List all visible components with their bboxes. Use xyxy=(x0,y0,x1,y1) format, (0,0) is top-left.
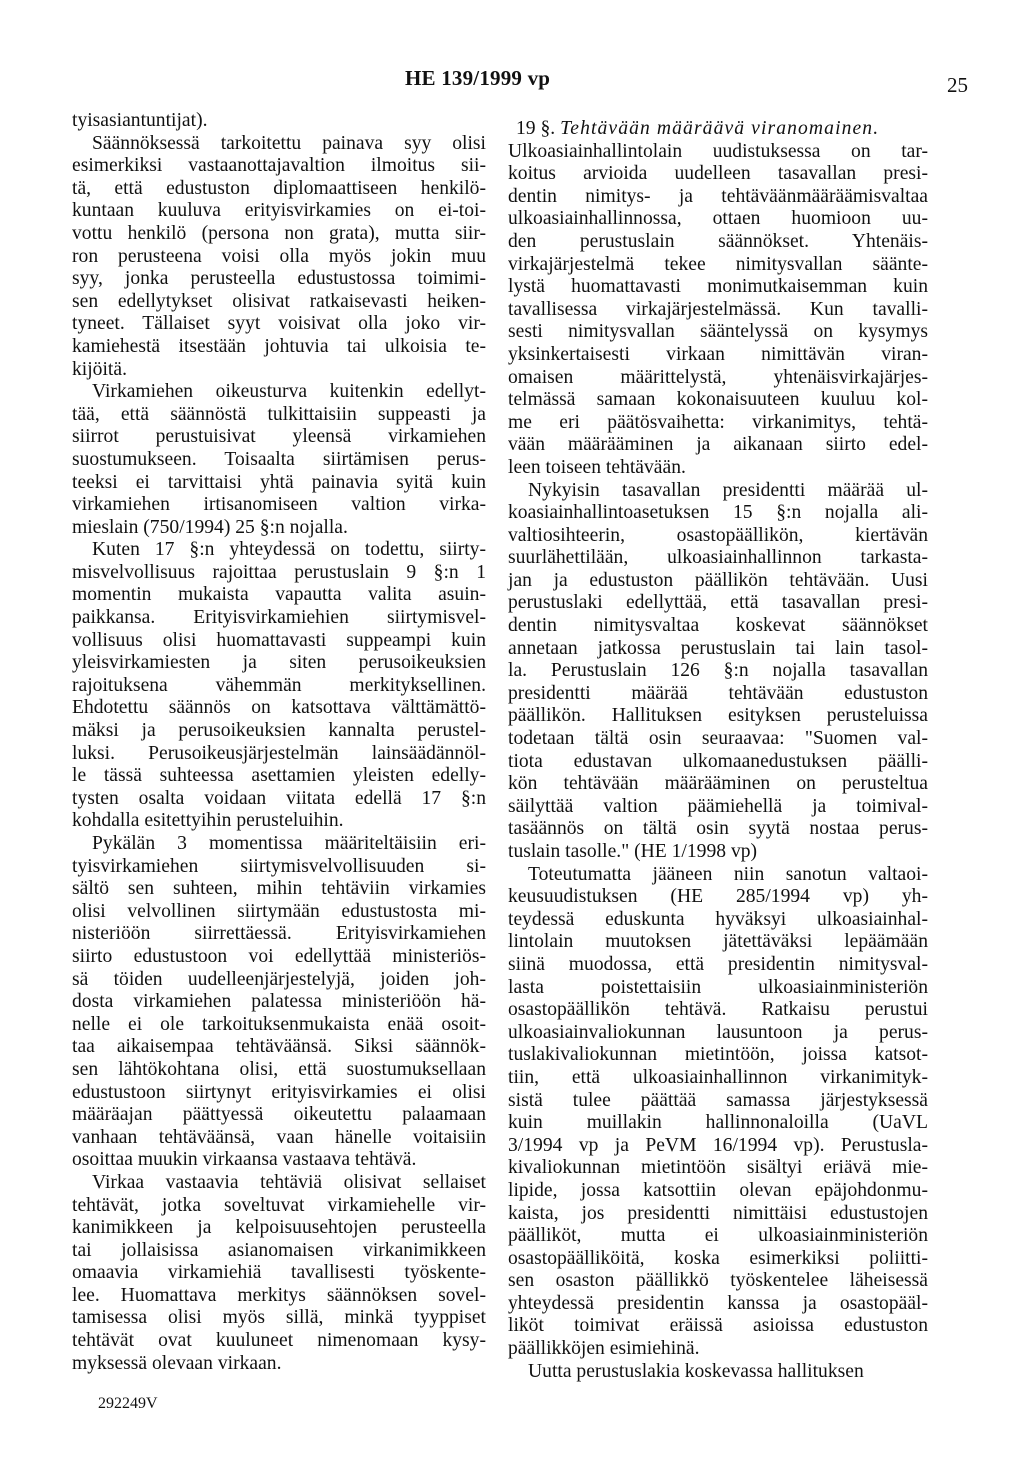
text-line: mieslain (750/1994) 25 §:n nojalla. xyxy=(72,516,348,538)
section-title: Tehtävään määräävä viranomainen. xyxy=(560,118,880,139)
text-line: tehtävät, jotka soveltuvat virkamiehelle vir- xyxy=(72,1194,486,1216)
text-line: yksinkertaisesti virkaan nimittävän viran- xyxy=(508,343,928,365)
text-line: osastopäälliköitä, koska esimerkiksi poliitti- xyxy=(508,1247,928,1269)
text-line: yleisvirkamiesten ja siten perusoikeuksien xyxy=(72,652,486,674)
text-line: perustuslaki edellyttää, että tasavallan presi- xyxy=(508,592,928,614)
text-line: osoittaa muukin virkaansa vastaava tehtävä. xyxy=(72,1149,417,1171)
text-line: Pykälän 3 momentissa määriteltäisiin eri- xyxy=(92,833,486,854)
text-line: den perustuslain säännökset. Yhtenäis- xyxy=(508,230,928,252)
text-line: Virkamiehen oikeusturva kuitenkin edellyt- xyxy=(92,381,486,403)
left-text-column xyxy=(72,110,486,1375)
text-line: Säännöksessä tarkoitettu painava syy olisi xyxy=(92,132,486,154)
text-line: sältö sen suhteen, mihin tehtäviin virkamies xyxy=(72,878,486,900)
text-line: tyisasiantuntijat). xyxy=(72,110,208,131)
text-line: sen lähtökohtana olisi, että suostumuksellaan xyxy=(72,1058,486,1080)
section-heading xyxy=(508,118,928,141)
text-line: tiin, että ulkoasiainhallinnon virkanimityk- xyxy=(508,1066,928,1088)
text-line: siirrot perustuisivat yleensä virkamiehen xyxy=(72,426,486,448)
text-line: sesti nimitysvallan sääntelyssä on kysymys xyxy=(508,321,928,343)
text-line: Uutta perustuslakia koskevassa hallituksen xyxy=(528,1360,864,1382)
text-line: päälliköt, mutta ei ulkoasiainministeriön xyxy=(508,1225,928,1247)
text-line: esimerkiksi vastaanottajavaltion ilmoitus sii- xyxy=(72,155,486,177)
text-line: presidentti määrää tehtävään edustuston xyxy=(508,682,928,704)
text-line: jan ja edustuston päällikön tehtävään. Uusi xyxy=(508,569,928,591)
text-line: tuslain tasolle." (HE 1/1998 vp) xyxy=(508,841,758,862)
text-line: tyneet. Tällaiset syyt voisivat olla joko vir- xyxy=(72,313,486,335)
text-line: luksi. Perusoikeusjärjestelmän lainsäädännöl- xyxy=(72,742,486,764)
section-number: 19 §. xyxy=(516,118,556,139)
text-line: olisi velvollinen siirtymään edustustosta mi- xyxy=(72,900,486,922)
text-line: Kuten 17 §:n yhteydessä on todettu, siirty- xyxy=(92,539,486,561)
text-line: liköt toimivat eräissä asioissa edustuston xyxy=(508,1315,928,1337)
text-line: siinä muodossa, että presidentin nimitysval- xyxy=(508,953,928,975)
text-line: koasiainhallintoasetuksen 15 §:n nojalla ali- xyxy=(508,502,928,524)
text-line: ulkoasiainvaliokunnan lausuntoon ja perus- xyxy=(508,1021,928,1043)
text-line: omaisen määrittelystä, yhtenäisvirkajärjes- xyxy=(508,366,928,388)
text-line: tyisvirkamiehen siirtymisvelvollisuuden si- xyxy=(72,855,486,877)
text-line: dentin nimitysvaltaa koskevat säännökset xyxy=(508,615,928,637)
text-line: teeksi ei tarvittaisi yhtä painavia syitä kuin xyxy=(72,471,486,493)
text-line: Ulkoasiainhallintolain uudistuksessa on tar- xyxy=(508,140,928,162)
text-line: tasäännös on tältä osin syytä nostaa perus- xyxy=(508,818,928,840)
text-line: Virkaa vastaavia tehtäviä olisivat sellaiset xyxy=(92,1171,486,1193)
text-line: virkamiehen irtisanomiseen valtion virka- xyxy=(72,494,486,516)
text-line: kuntaan kuuluva erityisvirkamies on ei-toi- xyxy=(72,200,486,222)
text-line: nelle ei ole tarkoituksenmukaista enää osoit- xyxy=(72,1013,486,1035)
text-line: lystä huomattavasti monimutkaisemman kuin xyxy=(508,276,928,298)
text-line: lintolain muutoksen jätettäväksi lepäämään xyxy=(508,931,928,953)
text-line: tuslakivaliokunnan mietintöön, joissa katsot- xyxy=(508,1044,928,1066)
text-line: taa aikaisempaa tehtäväänsä. Siksi säännök- xyxy=(72,1036,486,1058)
text-line: kön tehtävään määrääminen on perusteltua xyxy=(508,773,928,795)
text-line: dosta virkamiehen palatessa ministeriöön hä- xyxy=(72,991,486,1013)
text-line: tiota edustavan ulkomaanedustuksen päälli- xyxy=(508,750,928,772)
text-line: lasta poistettaisiin ulkoasiainministeriön xyxy=(508,976,928,998)
text-line: vottu henkilö (persona non grata), mutta siir- xyxy=(72,222,486,244)
text-line: tamisessa olisi myös sillä, minkä tyyppiset xyxy=(72,1307,486,1329)
text-line: päällikön. Hallituksen esityksen perusteluissa xyxy=(508,705,928,727)
text-line: sä töiden uudelleenjärjestelyjä, joiden joh- xyxy=(72,968,486,990)
footer-document-code: 292249V xyxy=(98,1395,158,1412)
text-line: momentin mukaista vapautta valita asuin- xyxy=(72,584,486,606)
text-line: kijöitä. xyxy=(72,358,127,380)
text-line: tai jollaisissa asianomaisen virkanimikkeen xyxy=(72,1239,486,1261)
text-line: tavallisessa virkajärjestelmässä. Kun tavalli- xyxy=(508,298,928,320)
text-line: lipide, jossa katsottiin olevan epäjohdonmu- xyxy=(508,1179,928,1201)
text-line: syy, jonka perusteella edustustossa toimimi- xyxy=(72,268,486,290)
text-line: dentin nimitys- ja tehtäväänmääräämisvaltaa xyxy=(508,185,928,207)
text-line: kaista, jos presidentti nimittäisi edustustojen xyxy=(508,1202,928,1224)
text-line: ulkoasiainhallinnossa, ottaen huomioon uu- xyxy=(508,208,928,230)
text-line: virkajärjestelmä tekee nimitysvallan säänte- xyxy=(508,253,928,275)
text-line: tää, että säännöstä tulkittaisiin suppeasti ja xyxy=(72,403,486,425)
text-line: sen osaston päällikkö työskentelee läheisessä xyxy=(508,1270,928,1292)
text-line: vään määrääminen ja aikanaan siirto edel- xyxy=(508,434,928,456)
text-line: le tässä suhteessa asettamien yleisten edelly- xyxy=(72,765,486,787)
text-line: vollisuus olisi huomattavasti suppeampi kuin xyxy=(72,629,486,651)
text-line: siirto edustustoon voi edellyttää ministeriös- xyxy=(72,945,486,967)
text-line: nisteriöön siirrettäessä. Erityisvirkamiehen xyxy=(72,923,486,945)
text-line: Ehdotettu säännös on katsottava välttämättö- xyxy=(72,697,486,719)
text-line: paikkansa. Erityisvirkamiehien siirtymisvel- xyxy=(72,607,486,629)
text-line: suostumukseen. Toisaalta siirtämisen perus- xyxy=(72,448,486,470)
text-line: määräajan päättyessä oikeutettu palaamaan xyxy=(72,1104,486,1126)
text-line: leen toiseen tehtävään. xyxy=(508,456,686,478)
text-line: yhteydessä presidentin kanssa ja osastopääl- xyxy=(508,1292,928,1314)
text-line: la. Perustuslain 126 §:n nojalla tasavallan xyxy=(508,660,928,682)
text-line: omaavia virkamiehiä tavallisesti työskente- xyxy=(72,1262,486,1284)
text-line: mäksi ja perusoikeuksien kannalta perustel- xyxy=(72,720,486,742)
text-line: päällikköjen esimiehinä. xyxy=(508,1338,700,1360)
text-line: vanhaan tehtäväänsä, vaan hänelle voitaisiin xyxy=(72,1126,486,1148)
text-line: edustustoon siirtynyt erityisvirkamies ei olisi xyxy=(72,1081,486,1103)
text-line: tehtävät ovat kuuluneet nimenomaan kysy- xyxy=(72,1330,486,1352)
text-line: valtiosihteerin, osastopäällikön, kiertävän xyxy=(508,524,928,546)
text-line: koitus arvioida uudelleen tasavallan presi- xyxy=(508,163,928,185)
text-line: annetaan jatkossa perustuslain tai lain tasol- xyxy=(508,637,928,659)
text-line: kamiehestä itsestään johtuvia tai ulkoisia te- xyxy=(72,335,486,357)
text-line: osastopäällikön tehtävä. Ratkaisu perustui xyxy=(508,999,928,1021)
text-line: suurlähettilään, ulkoasiainhallinnon tarkasta- xyxy=(508,547,928,569)
text-line: 3/1994 vp ja PeVM 16/1994 vp). Perustusla- xyxy=(508,1134,928,1156)
page-number: 25 xyxy=(947,73,968,97)
text-line: tysten osalta voidaan viitata edellä 17 §:n xyxy=(72,787,486,809)
text-line: kivaliokunnan mietintöön sisältyi eriävä mie- xyxy=(508,1157,928,1179)
text-line: todetaan tältä osin seuraavaa: "Suomen val- xyxy=(508,728,928,750)
text-line: kuin muillakin hallinnonaloilla (UaVL xyxy=(508,1112,928,1134)
text-line: sen edellytykset olisivat ratkaisevasti heiken- xyxy=(72,290,486,312)
text-line: sistä tulee päättää samassa järjestyksessä xyxy=(508,1089,928,1111)
text-line: tä, että edustuston diplomaattiseen henkilö- xyxy=(72,177,486,199)
text-line: kanimikkeen ja kelpoisuusehtojen perusteella xyxy=(72,1217,486,1239)
text-line: Nykyisin tasavallan presidentti määrää ul- xyxy=(528,479,928,501)
text-line: Toteutumatta jääneen niin sanotun valtaoi- xyxy=(528,863,928,885)
text-line: lee. Huomattava merkitys säännöksen sovel- xyxy=(72,1284,486,1306)
text-line: me eri päätösvaihetta: virkanimitys, tehtä- xyxy=(508,411,928,433)
right-text-column xyxy=(508,118,928,1383)
text-line: telmässä samaan kokonaisuuteen kuuluu kol- xyxy=(508,389,928,411)
text-line: myksessä olevaan virkaan. xyxy=(72,1352,282,1374)
text-line: teydessä eduskunta hyväksyi ulkoasiainhal- xyxy=(508,908,928,930)
text-line: ron perusteena voisi olla myös jokin muu xyxy=(72,245,486,267)
text-line: misvelvollisuus rajoittaa perustuslain 9 §:n 1 xyxy=(72,561,486,583)
document-header-title: HE 139/1999 vp xyxy=(405,66,551,90)
text-line: rajoituksena vähemmän merkityksellinen. xyxy=(72,674,486,696)
text-line: keusuudistuksen (HE 285/1994 vp) yh- xyxy=(508,886,928,908)
text-line: säilyttää valtion päämiehellä ja toimival- xyxy=(508,795,928,817)
text-line: kohdalla esitettyihin perusteluihin. xyxy=(72,810,344,832)
